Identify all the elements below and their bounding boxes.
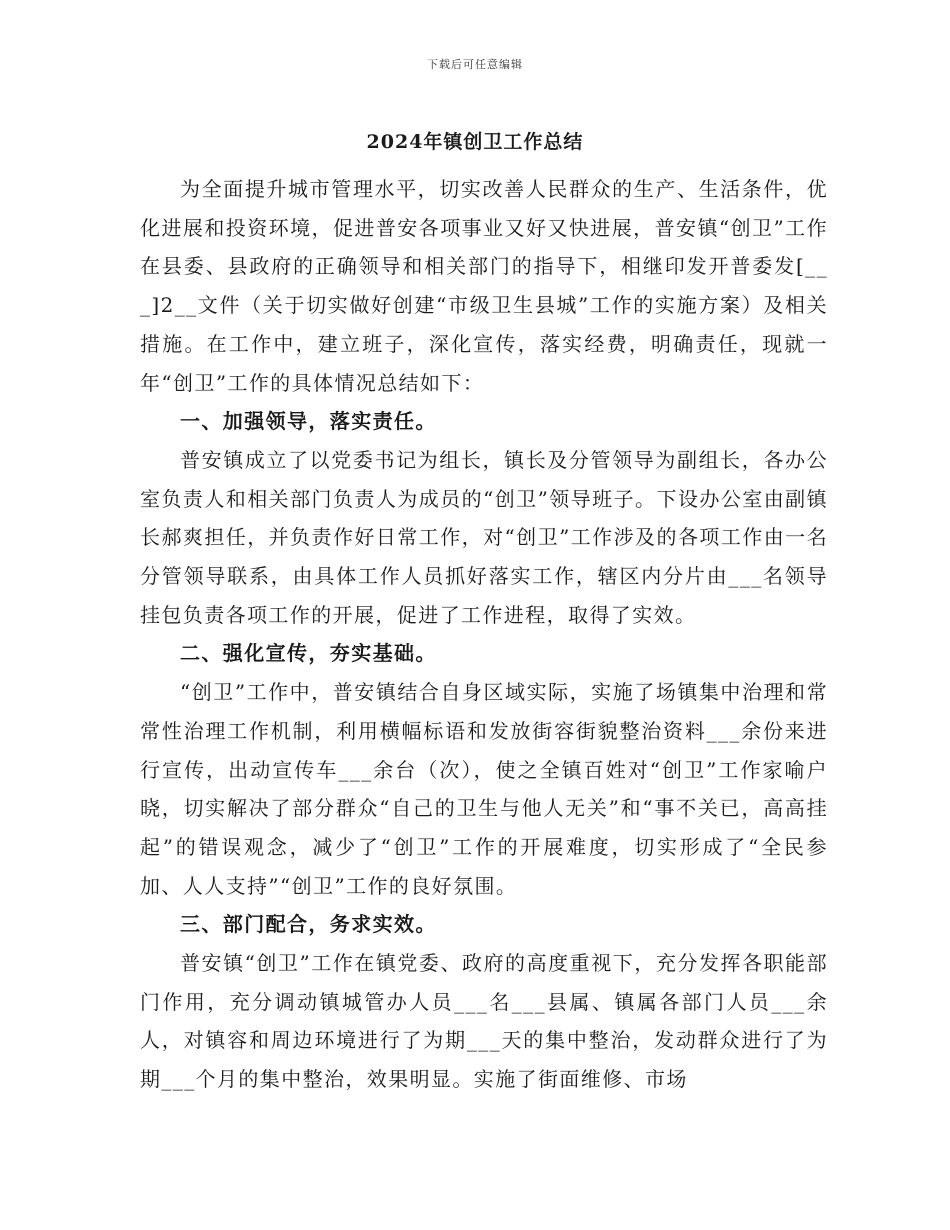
section-2-paragraph: “创卫”工作中，普安镇结合自身区域实际，实施了场镇集中治理和常常性治理工作机制，利用横幅标语和发放街容街貌整治资料___余份来进行宣传，出动宣传车___余台（次），使之全镇百姓对“创卫”工作家喻户晓，切实解决了部分群众“自己的卫生与他人无关”和“事不关已，高高挂起”的错误观念，减少了“创卫”工作的开展难度，切实形成了“全民参加、人人支持”“创卫”工作的良好氛围。 — [140, 680, 828, 898]
document-body — [140, 170, 828, 1099]
intro-paragraph: 为全面提升城市管理水平，切实改善人民群众的生产、生活条件，优化进展和投资环境，促进普安各项事业又好又快进展，普安镇“创卫”工作在县委、县政府的正确领导和相关部门的指导下，相继印发开普委发[___]2__文件（关于切实做好创建“市级卫生县城”工作的实施方案）及相关措施。在工作中，建立班子，深化宣传，落实经费，明确责任，现就一年“创卫”工作的具体情况总结如下： — [140, 177, 828, 395]
header-note: 下载后可任意编辑 — [427, 58, 523, 71]
section-heading-3: 三、部门配合，务求实效。 — [180, 912, 437, 937]
section-heading-1: 一、加强领导，落实责任。 — [180, 409, 437, 434]
section-3-paragraph: 普安镇“创卫”工作在镇党委、政府的高度重视下，充分发挥各职能部门作用，充分调动镇城管办人员___名___县属、镇属各部门人员___余人，对镇容和周边环境进行了为期___天的集中整治，发动群众进行了为期___个月的集中整治，效果明显。实施了街面维修、市场 — [140, 951, 828, 1092]
section-heading-2: 二、强化宣传，夯实基础。 — [180, 641, 437, 666]
section-1-paragraph: 普安镇成立了以党委书记为组长，镇长及分管领导为副组长，各办公室负责人和相关部门负责人为成员的“创卫”领导班子。下设办公室由副镇长郝爽担任，并负责作好日常工作，对“创卫”工作涉及的各项工作由一名分管领导联系，由具体工作人员抓好落实工作，辖区内分片由___名领导挂包负责各项工作的开展，促进了工作进程，取得了实效。 — [140, 447, 828, 627]
document-title: 2024年镇创卫工作总结 — [366, 131, 584, 153]
